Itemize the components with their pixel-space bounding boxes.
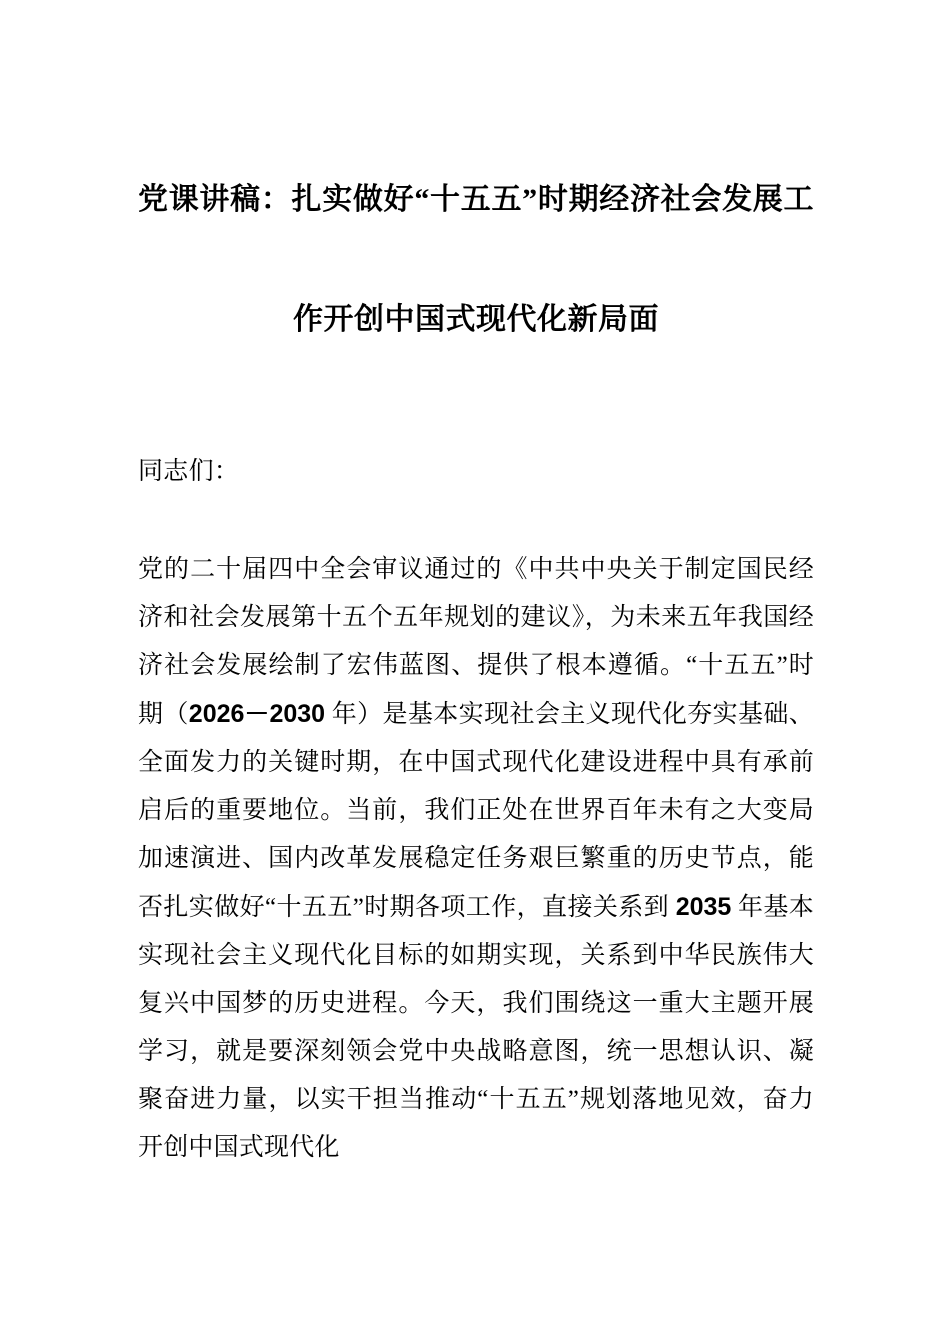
page-title-line-1: 党课讲稿：扎实做好“十五五”时期经济社会发展工 [138,183,814,216]
body-paragraph-1 [138,546,814,1172]
target-year: 2035 [675,893,732,921]
body-text-segment-2: 年）是基本实现社会主义现代化夯实基础、全面发力的关键时期，在中国式现代化建设进程中具有承前启后的重要地位。当前，我们正处在世界百年未有之大变局加速演进、国内改革发展稳定任务艰巨繁重的历史节点，能否扎实做好“十五五”时期各项工作，直接关系到 [138,701,814,921]
page-title-line-2: 作开创中国式现代化新局面 [293,303,659,336]
title-block [138,140,814,380]
page-title [138,140,814,380]
body-text-segment-1: 党的二十届四中全会审议通过的《中共中央关于制定国民经济和社会发展第十五个五年规划的建议》，为未来五年我国经济社会发展绘制了宏伟蓝图、提供了根本遵循。“十五五”时期（ [138,556,814,728]
year-range-dash: － [244,700,270,728]
salutation: 同志们： [138,458,240,485]
year-range-start: 2026 [188,700,245,728]
body-text-segment-3: 年基本实现社会主义现代化目标的如期实现，关系到中华民族伟大复兴中国梦的历史进程。今天，我们围绕这一重大主题开展学习，就是要深刻领会党中央战略意图，统一思想认识、凝聚奋进力量，以实干担当推动“十五五”规划落地见效，奋力开创中国式现代化 [138,894,814,1161]
year-range-end: 2030 [269,700,326,728]
body-block [138,546,814,1172]
